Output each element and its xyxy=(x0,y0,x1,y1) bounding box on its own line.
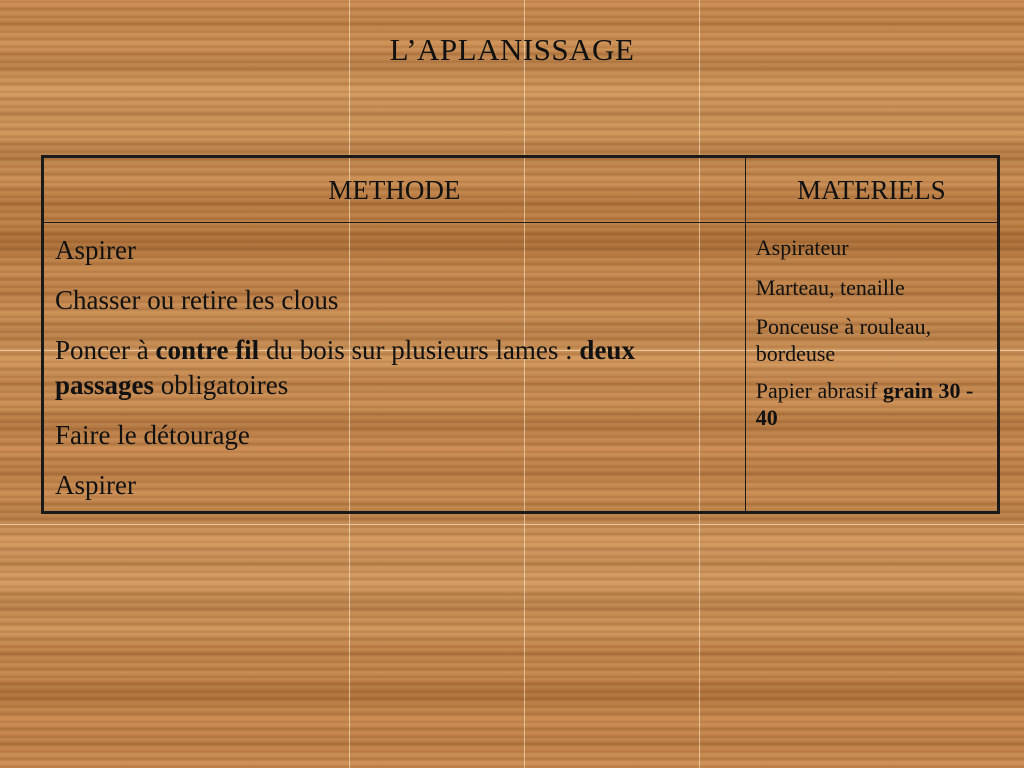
page-title: L’APLANISSAGE xyxy=(389,32,635,67)
materiel-item: Aspirateur xyxy=(755,235,849,260)
step-emphasis: deux passages xyxy=(55,335,635,400)
header-methode: METHODE xyxy=(43,157,746,223)
step-text: du bois sur plusieurs lames : xyxy=(259,335,580,365)
methode-step: Chasser ou retire les clous xyxy=(55,285,339,315)
methode-cell xyxy=(43,223,746,513)
materiels-cell xyxy=(745,223,998,513)
step-text: Poncer à xyxy=(55,335,156,365)
methode-step: Aspirer xyxy=(55,470,136,500)
methode-step: Aspirer xyxy=(55,235,136,265)
methode-step xyxy=(55,333,735,403)
table-header-row xyxy=(43,157,999,223)
materiel-item: Marteau, tenaille xyxy=(755,275,905,300)
methods-materials-table xyxy=(41,155,1000,514)
item-text: Papier abrasif xyxy=(755,378,883,403)
methode-step: Faire le détourage xyxy=(55,420,250,450)
item-emphasis: grain 30 - 40 xyxy=(755,378,974,430)
step-text: obligatoires xyxy=(154,370,289,400)
materiel-item xyxy=(756,377,989,431)
step-emphasis: contre fil xyxy=(155,335,260,365)
table-row xyxy=(43,223,999,513)
materiel-item: Ponceuse à rouleau, bordeuse xyxy=(755,314,932,366)
tile-seam xyxy=(0,524,1024,525)
header-materiels: MATERIELS xyxy=(745,157,998,223)
